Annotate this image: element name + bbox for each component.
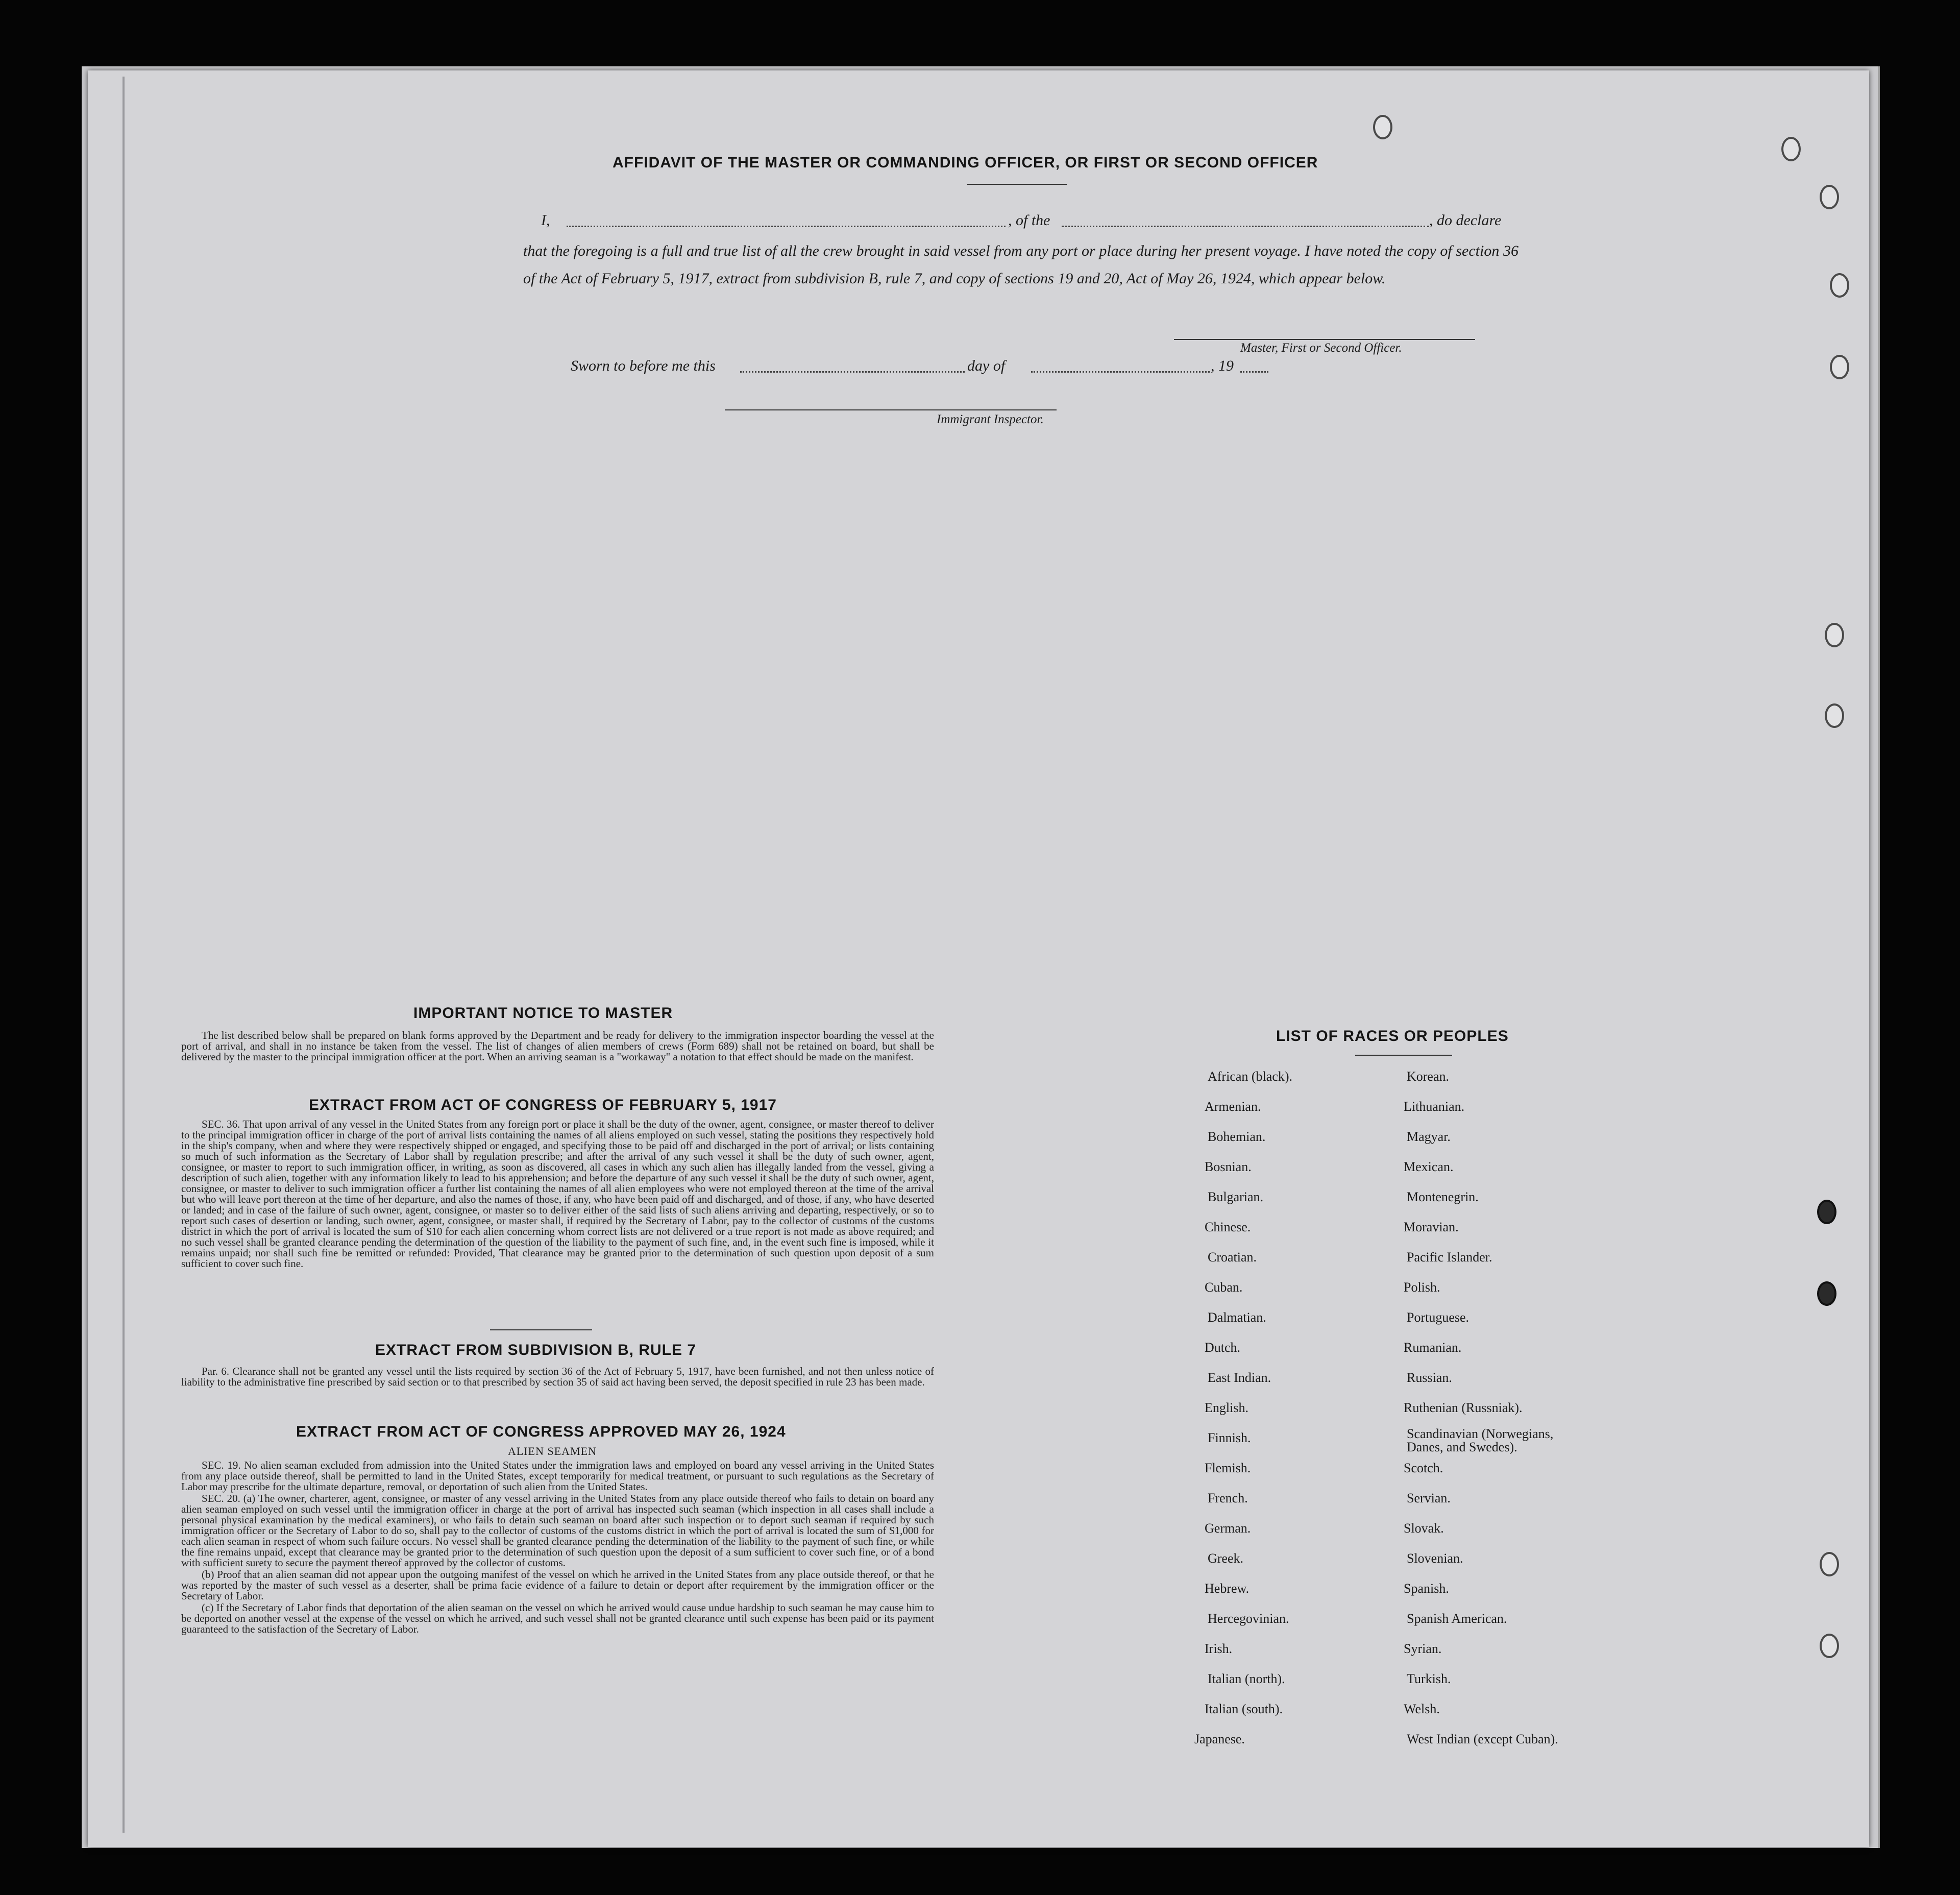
race-item: Dutch. [1205, 1340, 1241, 1355]
race-item: Montenegrin. [1407, 1189, 1479, 1204]
race-item: Bulgarian. [1208, 1189, 1264, 1204]
race-item: Spanish American. [1407, 1611, 1507, 1626]
signature-line[interactable] [1174, 339, 1475, 340]
punch-hole [1820, 185, 1839, 209]
race-item: Scotch. [1404, 1461, 1443, 1475]
race-item: Dalmatian. [1208, 1310, 1266, 1325]
punch-hole [1825, 623, 1844, 647]
sworn-label: Sworn to before me this [571, 357, 716, 374]
extract-rule7-text: Par. 6. Clearance shall not be granted any vessel until the lists required by section 36 of the Act of February 5, 1917, have been furnished, and not then unless notice of liability to the administrative fine prescribed by said section or to that prescribed by section 35 of said act having been served, the deposit specified in rule 23 has been made. [181, 1365, 934, 1388]
race-item: East Indian. [1208, 1370, 1271, 1385]
race-item: Mexican. [1404, 1159, 1454, 1174]
race-item: English. [1205, 1400, 1248, 1415]
race-item: Armenian. [1205, 1099, 1261, 1114]
races-title: LIST OF RACES OR PEOPLES [1276, 1028, 1509, 1044]
inspector-caption: Immigrant Inspector. [937, 412, 1044, 426]
punch-hole [1820, 1634, 1839, 1658]
race-item: German. [1205, 1521, 1251, 1536]
sworn-day-field[interactable] [740, 371, 965, 373]
notice-body [181, 1030, 934, 1063]
race-item: Hercegovinian. [1208, 1611, 1289, 1626]
punch-hole [1830, 273, 1849, 298]
extract-1917-text: SEC. 36. That upon arrival of any vessel in the United States from any foreign port or place it shall be the duty of the owner, agent, consignee, or master thereof to deliver to the principal immigration officer in charge of the port of arrival lists containing the names of all aliens employed on such vessel, stating the positions they respectively hold in the ship's company, when and where they were respectively shipped or engaged, and specifying those to be paid off and discharged in the port of arrival; or lists containing so much of such information as the Secretary of Labor shall by regulation prescribe; and after the arrival of any such vessel it shall be the duty of such owner, agent, consignee, or master to report to such immigration officer, in writing, as soon as discovered, all cases in which any such alien has illegally landed from the vessel, giving a description of such alien, together with any information likely to lead to his apprehension; and before the departure of any such vessel it shall be the duty of such owner, agent, consignee, or master to deliver to such immigration officer a further list containing the names of all alien employees who were not employed thereon at the time of the arrival but who will leave port thereon at the time of her departure, and also the names of those, if any, who have been paid off and discharged, and of those, if any, who have deserted or landed; and in case of the failure of such owner, agent, consignee, or master so to deliver either of the said lists of such aliens arriving and departing, respectively, or so to report such cases of desertion or landing, such owner, agent, consignee, or master shall, if required by the Secretary of Labor, pay to the collector of customs of the customs district in which the port of arrival is located the sum of $10 for each alien concerning whom correct lists are not delivered or a true report is not made as above required; and no such vessel shall be granted clearance pending the determination of the question of the liability to the payment of such fine, and, in the event such fine is imposed, while it remains unpaid; nor shall such fine be remitted or refunded: Provided, That clearance may be granted prior to the determination of such question upon deposit of a sum sufficient to cover such fine. [181, 1118, 934, 1270]
punch-hole [1825, 703, 1844, 728]
sworn-month-field[interactable] [1031, 371, 1210, 373]
notice-text: The list described below shall be prepared on blank forms approved by the Department and be ready for delivery to the immigration inspector boarding the vessel at the port of arrival, and shall in no instance be taken from the vessel. The list of changes of alien members of crews (Form 689) shall not be retained on board, but shall be delivered by the master to the principal immigration officer at the port. When an arriving seaman is a "workaway" a notation to that effect should be made on the manifest. [181, 1029, 934, 1063]
punch-hole [1373, 115, 1392, 139]
signature-caption: Master, First or Second Officer. [1240, 341, 1402, 355]
race-item: Korean. [1407, 1069, 1450, 1084]
race-item: Scandinavian (Norwegians, Danes, and Swedes). [1407, 1426, 1554, 1454]
section-divider [490, 1329, 592, 1330]
punch-hole [1820, 1552, 1839, 1576]
extract-1924-title: EXTRACT FROM ACT OF CONGRESS APPROVED MAY 26, 1924 [296, 1423, 786, 1440]
race-item: Servian. [1407, 1491, 1451, 1505]
sec-20c-text: (c) If the Secretary of Labor finds that deportation of the alien seaman on the vessel on which he arrived would cause undue hardship to such seaman he may cause him to be deported on another vessel at the expense of the vessel on which he arrived, and such vessel shall not be granted clearance until such expense has been paid or its payment guaranteed to the satisfaction of the Secretary of Labor. [181, 1601, 934, 1635]
race-item: Croatian. [1208, 1250, 1257, 1265]
race-item: Magyar. [1407, 1129, 1451, 1144]
race-item: Syrian. [1404, 1641, 1442, 1656]
race-item: Spanish. [1404, 1581, 1449, 1596]
do-declare-label: , do declare [1429, 212, 1502, 229]
races-divider [1355, 1055, 1452, 1056]
race-item: Bosnian. [1205, 1159, 1252, 1174]
sec-20b-text: (b) Proof that an alien seaman did not appear upon the outgoing manifest of the vessel on which he arrived in the United States from any place outside thereof, or that he was reported by the master of such vessel as a deserter, shall be prima facie evidence of a failure to detain or deport after requirement by the immigration officer or the Secretary of Labor. [181, 1568, 934, 1602]
extract-1917-title: EXTRACT FROM ACT OF CONGRESS OF FEBRUARY 5, 1917 [309, 1097, 777, 1113]
race-item: French. [1208, 1491, 1248, 1505]
extract-rule7-title: EXTRACT FROM SUBDIVISION B, RULE 7 [375, 1342, 697, 1358]
race-item: Rumanian. [1404, 1340, 1462, 1355]
extract-1917-body [181, 1119, 934, 1270]
races-right-column [1399, 1069, 1623, 1763]
sworn-year-field[interactable] [1240, 371, 1268, 373]
of-the-label: , of the [1008, 212, 1050, 229]
i-label: I, [541, 212, 550, 229]
race-item: Russian. [1407, 1370, 1452, 1385]
punch-hole [1830, 355, 1849, 379]
race-item: Italian (north). [1208, 1671, 1285, 1686]
race-item: Greek. [1208, 1551, 1244, 1566]
alien-seamen-subtitle: ALIEN SEAMEN [508, 1445, 597, 1457]
race-item: Japanese. [1194, 1732, 1245, 1746]
race-item: African (black). [1208, 1069, 1293, 1084]
race-item: West Indian (except Cuban). [1407, 1732, 1558, 1746]
punch-hole [1781, 137, 1801, 161]
race-item: Cuban. [1205, 1280, 1243, 1295]
race-item: Moravian. [1404, 1220, 1459, 1234]
declaration-text: that the foregoing is a full and true list of all the crew brought in said vessel from any port or place during her present voyage. I have noted the copy of section 36 of the Act of February 5, 1917, extract from subdivision B, rule 7, and copy of sections 19 and 20, Act of May 26, 1924, which appear below. [523, 242, 1518, 287]
race-item: Polish. [1404, 1280, 1440, 1295]
affidavit-title: AFFIDAVIT OF THE MASTER OR COMMANDING OFFICER, OR FIRST OR SECOND OFFICER [612, 154, 1318, 171]
race-item: Finnish. [1208, 1430, 1251, 1445]
sec-20a-text: SEC. 20. (a) The owner, charterer, agent, consignee, or master of any vessel arriving in the United States from any place outside thereof who fails to detain on board any alien seaman employed on such vessel until the immigration officer in charge at the port of arrival has inspected such seaman (which inspection in all cases shall include a personal physical examination by the medical examiners), or who fails to detain such seaman on board after such inspection or to deport such seaman if required by such immigration officer or the Secretary of Labor to do so, shall pay to the collector of customs of the customs district in which the port of arrival is located the sum of $1,000 for each alien seaman in respect of whom such failure occurs. No vessel shall be granted clearance pending the determination of the liability to the payment of such fine, or while the fine remains unpaid, except that clearance may be granted prior to the determination of such question upon the deposit of a sum sufficient to cover such fine, or of a bond with sufficient surety to secure the payment thereof approved by the collector of customs. [181, 1492, 934, 1569]
race-item: Turkish. [1407, 1671, 1451, 1686]
race-item: Lithuanian. [1404, 1099, 1465, 1114]
race-item: Irish. [1205, 1641, 1233, 1656]
races-left-column [1194, 1069, 1393, 1763]
year-label: , 19 [1211, 357, 1234, 374]
punch-hole [1817, 1200, 1836, 1224]
extract-1924-body [181, 1460, 934, 1636]
race-item: Italian (south). [1205, 1702, 1283, 1716]
name-field[interactable] [567, 226, 1006, 227]
extract-rule7-body [181, 1366, 934, 1389]
race-item: Welsh. [1404, 1702, 1440, 1716]
race-item: Chinese. [1205, 1220, 1251, 1234]
inspector-signature-line[interactable] [725, 409, 1057, 410]
race-item: Flemish. [1205, 1461, 1251, 1475]
vessel-field[interactable] [1062, 226, 1429, 227]
race-item: Slovenian. [1407, 1551, 1463, 1566]
day-of-label: day of [967, 357, 1006, 374]
punch-hole [1817, 1281, 1836, 1306]
race-item: Hebrew. [1205, 1581, 1250, 1596]
title-divider [967, 184, 1067, 185]
race-item: Pacific Islander. [1407, 1250, 1492, 1265]
race-item: Portuguese. [1407, 1310, 1469, 1325]
declaration-line1 [541, 212, 550, 229]
race-item: Bohemian. [1208, 1129, 1266, 1144]
race-item: Slovak. [1404, 1521, 1444, 1536]
race-item: Ruthenian (Russniak). [1404, 1400, 1523, 1415]
page-edge [122, 77, 125, 1833]
notice-title: IMPORTANT NOTICE TO MASTER [413, 1005, 673, 1022]
sec-19-text: SEC. 19. No alien seaman excluded from admission into the United States under the immigration laws and employed on board any vessel arriving in the United States from any place outside thereof, shall be permitted to land in the United States, except temporarily for medical treatment, or pursuant to such regulations as the Secretary of Labor may prescribe for the ultimate departure, removal, or deportation of such alien from the United States. [181, 1459, 934, 1493]
